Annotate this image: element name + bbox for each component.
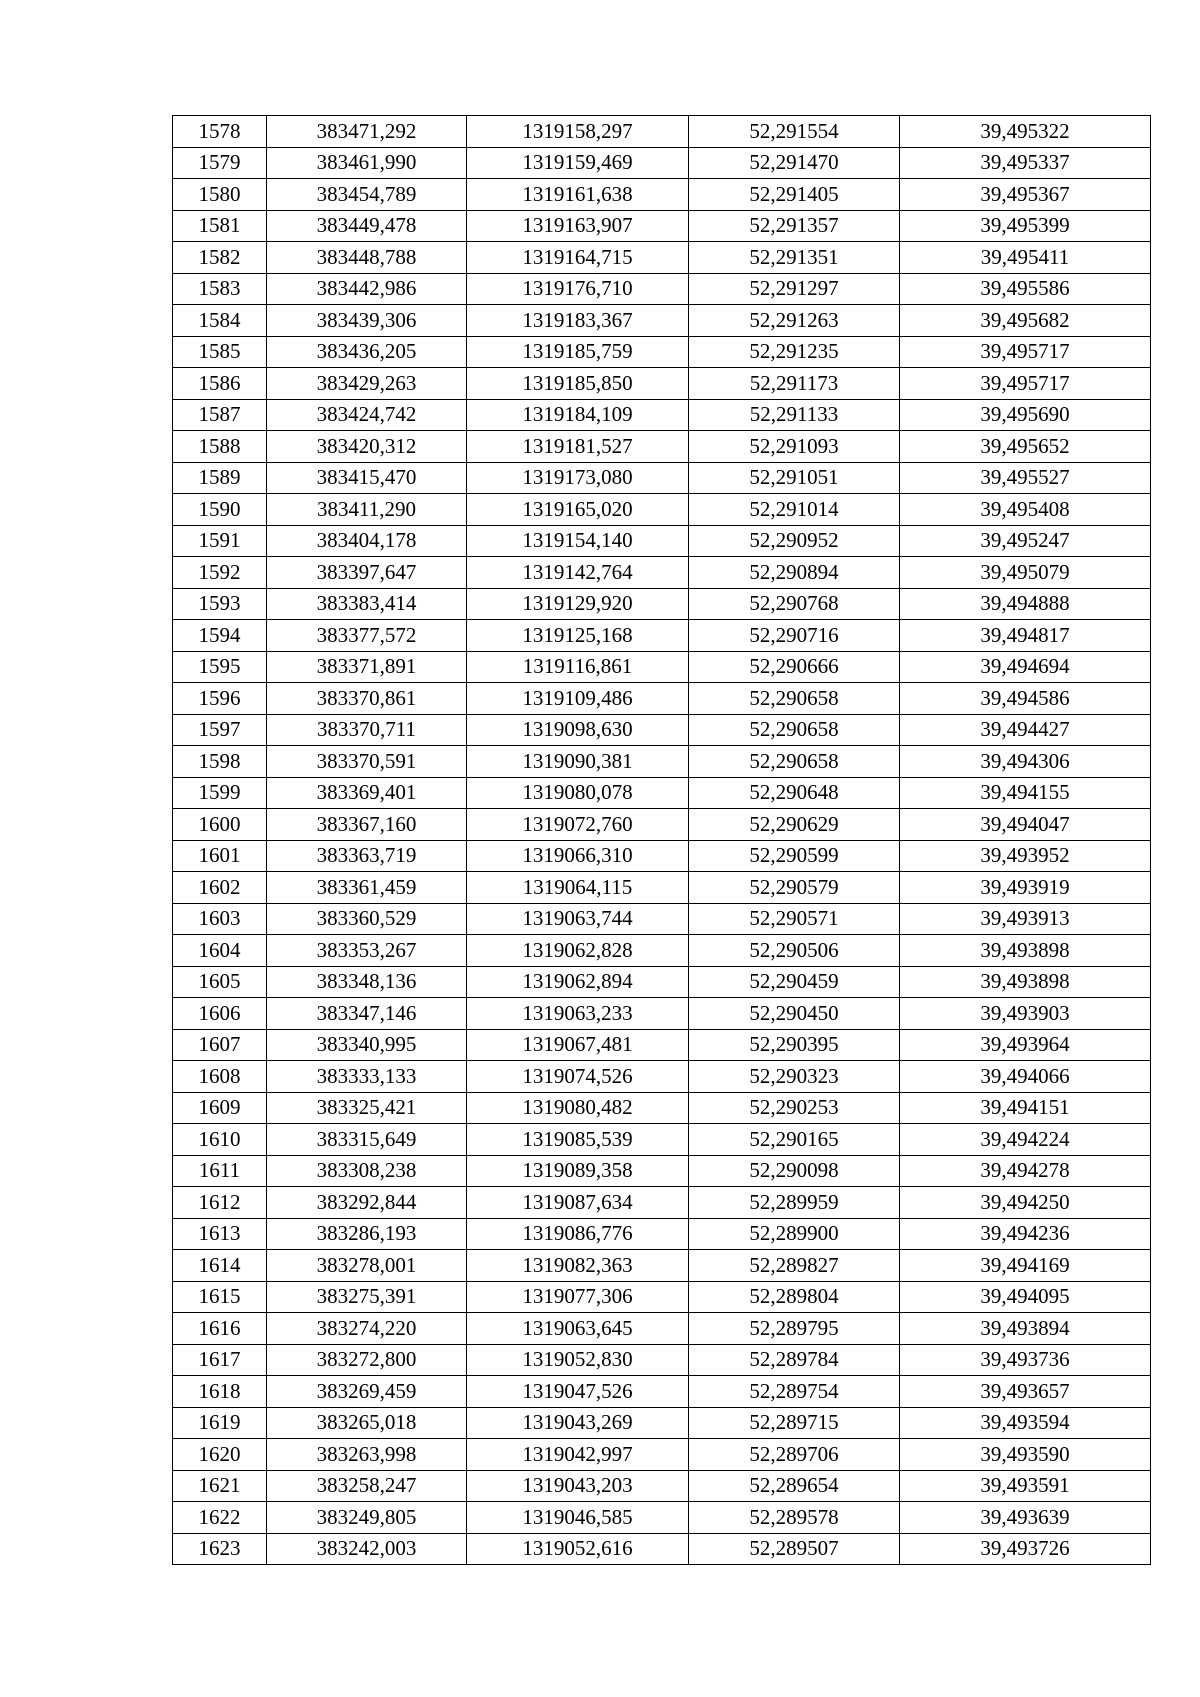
x-coordinate-cell: 383360,529 [267, 903, 467, 935]
longitude-cell: 39,495322 [900, 116, 1151, 148]
x-coordinate-cell: 383258,247 [267, 1470, 467, 1502]
latitude-cell: 52,290395 [689, 1029, 900, 1061]
y-coordinate-cell: 1319098,630 [467, 714, 689, 746]
table-row [173, 1407, 1151, 1439]
longitude-cell: 39,494236 [900, 1218, 1151, 1250]
y-coordinate-cell: 1319047,526 [467, 1376, 689, 1408]
x-coordinate-cell: 383286,193 [267, 1218, 467, 1250]
point-number-cell: 1596 [173, 683, 267, 715]
y-coordinate-cell: 1319052,616 [467, 1533, 689, 1565]
point-number-cell: 1581 [173, 210, 267, 242]
latitude-cell: 52,290253 [689, 1092, 900, 1124]
longitude-cell: 39,494066 [900, 1061, 1151, 1093]
longitude-cell: 39,494586 [900, 683, 1151, 715]
point-number-cell: 1585 [173, 336, 267, 368]
point-number-cell: 1580 [173, 179, 267, 211]
table-row [173, 1439, 1151, 1471]
table-row [173, 147, 1151, 179]
y-coordinate-cell: 1319082,363 [467, 1250, 689, 1282]
table-row [173, 1376, 1151, 1408]
longitude-cell: 39,494047 [900, 809, 1151, 841]
x-coordinate-cell: 383278,001 [267, 1250, 467, 1282]
table-row [173, 1061, 1151, 1093]
x-coordinate-cell: 383448,788 [267, 242, 467, 274]
longitude-cell: 39,493903 [900, 998, 1151, 1030]
latitude-cell: 52,289827 [689, 1250, 900, 1282]
point-number-cell: 1598 [173, 746, 267, 778]
y-coordinate-cell: 1319080,078 [467, 777, 689, 809]
table-row [173, 368, 1151, 400]
table-row [173, 777, 1151, 809]
table-row [173, 935, 1151, 967]
point-number-cell: 1613 [173, 1218, 267, 1250]
longitude-cell: 39,495682 [900, 305, 1151, 337]
latitude-cell: 52,291405 [689, 179, 900, 211]
y-coordinate-cell: 1319176,710 [467, 273, 689, 305]
x-coordinate-cell: 383449,478 [267, 210, 467, 242]
x-coordinate-cell: 383370,711 [267, 714, 467, 746]
point-number-cell: 1583 [173, 273, 267, 305]
longitude-cell: 39,493952 [900, 840, 1151, 872]
table-row [173, 1250, 1151, 1282]
table-row [173, 872, 1151, 904]
table-row [173, 683, 1151, 715]
table-row [173, 336, 1151, 368]
latitude-cell: 52,291133 [689, 399, 900, 431]
y-coordinate-cell: 1319181,527 [467, 431, 689, 463]
latitude-cell: 52,290894 [689, 557, 900, 589]
latitude-cell: 52,290599 [689, 840, 900, 872]
latitude-cell: 52,289784 [689, 1344, 900, 1376]
table-row [173, 1281, 1151, 1313]
y-coordinate-cell: 1319090,381 [467, 746, 689, 778]
x-coordinate-cell: 383370,861 [267, 683, 467, 715]
longitude-cell: 39,494095 [900, 1281, 1151, 1313]
table-row [173, 966, 1151, 998]
table-row [173, 1533, 1151, 1565]
table-row [173, 998, 1151, 1030]
longitude-cell: 39,495079 [900, 557, 1151, 589]
point-number-cell: 1602 [173, 872, 267, 904]
x-coordinate-cell: 383275,391 [267, 1281, 467, 1313]
y-coordinate-cell: 1319080,482 [467, 1092, 689, 1124]
latitude-cell: 52,290716 [689, 620, 900, 652]
y-coordinate-cell: 1319158,297 [467, 116, 689, 148]
y-coordinate-cell: 1319066,310 [467, 840, 689, 872]
point-number-cell: 1587 [173, 399, 267, 431]
latitude-cell: 52,291351 [689, 242, 900, 274]
y-coordinate-cell: 1319142,764 [467, 557, 689, 589]
x-coordinate-cell: 383315,649 [267, 1124, 467, 1156]
latitude-cell: 52,290506 [689, 935, 900, 967]
latitude-cell: 52,291014 [689, 494, 900, 526]
point-number-cell: 1609 [173, 1092, 267, 1124]
y-coordinate-cell: 1319062,828 [467, 935, 689, 967]
table-row [173, 1313, 1151, 1345]
point-number-cell: 1612 [173, 1187, 267, 1219]
x-coordinate-cell: 383397,647 [267, 557, 467, 589]
point-number-cell: 1579 [173, 147, 267, 179]
longitude-cell: 39,494155 [900, 777, 1151, 809]
point-number-cell: 1588 [173, 431, 267, 463]
table-row [173, 1218, 1151, 1250]
longitude-cell: 39,493894 [900, 1313, 1151, 1345]
point-number-cell: 1590 [173, 494, 267, 526]
x-coordinate-cell: 383265,018 [267, 1407, 467, 1439]
longitude-cell: 39,495717 [900, 336, 1151, 368]
x-coordinate-cell: 383272,800 [267, 1344, 467, 1376]
latitude-cell: 52,290323 [689, 1061, 900, 1093]
point-number-cell: 1584 [173, 305, 267, 337]
y-coordinate-cell: 1319062,894 [467, 966, 689, 998]
table-row [173, 809, 1151, 841]
latitude-cell: 52,289900 [689, 1218, 900, 1250]
point-number-cell: 1593 [173, 588, 267, 620]
table-row [173, 494, 1151, 526]
y-coordinate-cell: 1319046,585 [467, 1502, 689, 1534]
x-coordinate-cell: 383242,003 [267, 1533, 467, 1565]
x-coordinate-cell: 383263,998 [267, 1439, 467, 1471]
point-number-cell: 1595 [173, 651, 267, 683]
latitude-cell: 52,290768 [689, 588, 900, 620]
latitude-cell: 52,291554 [689, 116, 900, 148]
table-row [173, 557, 1151, 589]
table-row [173, 305, 1151, 337]
y-coordinate-cell: 1319067,481 [467, 1029, 689, 1061]
point-number-cell: 1621 [173, 1470, 267, 1502]
longitude-cell: 39,493898 [900, 966, 1151, 998]
x-coordinate-cell: 383274,220 [267, 1313, 467, 1345]
latitude-cell: 52,291173 [689, 368, 900, 400]
latitude-cell: 52,289959 [689, 1187, 900, 1219]
table-row [173, 714, 1151, 746]
longitude-cell: 39,494306 [900, 746, 1151, 778]
point-number-cell: 1604 [173, 935, 267, 967]
latitude-cell: 52,290658 [689, 714, 900, 746]
y-coordinate-cell: 1319063,645 [467, 1313, 689, 1345]
point-number-cell: 1603 [173, 903, 267, 935]
table-row [173, 399, 1151, 431]
latitude-cell: 52,290658 [689, 746, 900, 778]
table-row [173, 1124, 1151, 1156]
table-row [173, 1502, 1151, 1534]
longitude-cell: 39,495717 [900, 368, 1151, 400]
x-coordinate-cell: 383371,891 [267, 651, 467, 683]
latitude-cell: 52,290658 [689, 683, 900, 715]
point-number-cell: 1578 [173, 116, 267, 148]
longitude-cell: 39,493919 [900, 872, 1151, 904]
y-coordinate-cell: 1319072,760 [467, 809, 689, 841]
y-coordinate-cell: 1319154,140 [467, 525, 689, 557]
y-coordinate-cell: 1319063,744 [467, 903, 689, 935]
latitude-cell: 52,290571 [689, 903, 900, 935]
x-coordinate-cell: 383370,591 [267, 746, 467, 778]
point-number-cell: 1594 [173, 620, 267, 652]
x-coordinate-cell: 383347,146 [267, 998, 467, 1030]
x-coordinate-cell: 383363,719 [267, 840, 467, 872]
table-row [173, 242, 1151, 274]
y-coordinate-cell: 1319185,759 [467, 336, 689, 368]
latitude-cell: 52,290450 [689, 998, 900, 1030]
longitude-cell: 39,495247 [900, 525, 1151, 557]
y-coordinate-cell: 1319089,358 [467, 1155, 689, 1187]
longitude-cell: 39,493591 [900, 1470, 1151, 1502]
x-coordinate-cell: 383436,205 [267, 336, 467, 368]
longitude-cell: 39,494224 [900, 1124, 1151, 1156]
y-coordinate-cell: 1319185,850 [467, 368, 689, 400]
table-row [173, 431, 1151, 463]
point-number-cell: 1622 [173, 1502, 267, 1534]
latitude-cell: 52,290579 [689, 872, 900, 904]
longitude-cell: 39,494250 [900, 1187, 1151, 1219]
longitude-cell: 39,495411 [900, 242, 1151, 274]
table-row [173, 525, 1151, 557]
x-coordinate-cell: 383367,160 [267, 809, 467, 841]
point-number-cell: 1599 [173, 777, 267, 809]
y-coordinate-cell: 1319087,634 [467, 1187, 689, 1219]
latitude-cell: 52,290629 [689, 809, 900, 841]
point-number-cell: 1615 [173, 1281, 267, 1313]
x-coordinate-cell: 383361,459 [267, 872, 467, 904]
y-coordinate-cell: 1319074,526 [467, 1061, 689, 1093]
longitude-cell: 39,493639 [900, 1502, 1151, 1534]
longitude-cell: 39,494151 [900, 1092, 1151, 1124]
y-coordinate-cell: 1319042,997 [467, 1439, 689, 1471]
latitude-cell: 52,289754 [689, 1376, 900, 1408]
longitude-cell: 39,494427 [900, 714, 1151, 746]
point-number-cell: 1616 [173, 1313, 267, 1345]
table-row [173, 179, 1151, 211]
latitude-cell: 52,290459 [689, 966, 900, 998]
point-number-cell: 1610 [173, 1124, 267, 1156]
point-number-cell: 1586 [173, 368, 267, 400]
point-number-cell: 1614 [173, 1250, 267, 1282]
point-number-cell: 1605 [173, 966, 267, 998]
longitude-cell: 39,495527 [900, 462, 1151, 494]
x-coordinate-cell: 383377,572 [267, 620, 467, 652]
latitude-cell: 52,291297 [689, 273, 900, 305]
x-coordinate-cell: 383461,990 [267, 147, 467, 179]
point-number-cell: 1591 [173, 525, 267, 557]
longitude-cell: 39,494169 [900, 1250, 1151, 1282]
x-coordinate-cell: 383353,267 [267, 935, 467, 967]
x-coordinate-cell: 383439,306 [267, 305, 467, 337]
latitude-cell: 52,290666 [689, 651, 900, 683]
y-coordinate-cell: 1319064,115 [467, 872, 689, 904]
table-row [173, 903, 1151, 935]
longitude-cell: 39,495690 [900, 399, 1151, 431]
latitude-cell: 52,290165 [689, 1124, 900, 1156]
table-row [173, 651, 1151, 683]
x-coordinate-cell: 383429,263 [267, 368, 467, 400]
table-row [173, 1187, 1151, 1219]
table-row [173, 462, 1151, 494]
x-coordinate-cell: 383471,292 [267, 116, 467, 148]
longitude-cell: 39,495367 [900, 179, 1151, 211]
longitude-cell: 39,493736 [900, 1344, 1151, 1376]
longitude-cell: 39,493898 [900, 935, 1151, 967]
point-number-cell: 1606 [173, 998, 267, 1030]
x-coordinate-cell: 383383,414 [267, 588, 467, 620]
x-coordinate-cell: 383404,178 [267, 525, 467, 557]
coordinates-table [172, 115, 1151, 1565]
y-coordinate-cell: 1319159,469 [467, 147, 689, 179]
y-coordinate-cell: 1319161,638 [467, 179, 689, 211]
latitude-cell: 52,289715 [689, 1407, 900, 1439]
y-coordinate-cell: 1319043,269 [467, 1407, 689, 1439]
table-row [173, 840, 1151, 872]
point-number-cell: 1619 [173, 1407, 267, 1439]
table-row [173, 210, 1151, 242]
longitude-cell: 39,493964 [900, 1029, 1151, 1061]
longitude-cell: 39,495652 [900, 431, 1151, 463]
y-coordinate-cell: 1319085,539 [467, 1124, 689, 1156]
latitude-cell: 52,290098 [689, 1155, 900, 1187]
latitude-cell: 52,291263 [689, 305, 900, 337]
table-row [173, 620, 1151, 652]
latitude-cell: 52,291051 [689, 462, 900, 494]
latitude-cell: 52,289706 [689, 1439, 900, 1471]
latitude-cell: 52,290952 [689, 525, 900, 557]
coordinates-table-body [173, 116, 1151, 1565]
y-coordinate-cell: 1319129,920 [467, 588, 689, 620]
y-coordinate-cell: 1319165,020 [467, 494, 689, 526]
point-number-cell: 1600 [173, 809, 267, 841]
x-coordinate-cell: 383333,133 [267, 1061, 467, 1093]
latitude-cell: 52,290648 [689, 777, 900, 809]
point-number-cell: 1601 [173, 840, 267, 872]
x-coordinate-cell: 383325,421 [267, 1092, 467, 1124]
longitude-cell: 39,495586 [900, 273, 1151, 305]
y-coordinate-cell: 1319116,861 [467, 651, 689, 683]
y-coordinate-cell: 1319077,306 [467, 1281, 689, 1313]
latitude-cell: 52,289654 [689, 1470, 900, 1502]
point-number-cell: 1589 [173, 462, 267, 494]
x-coordinate-cell: 383424,742 [267, 399, 467, 431]
table-row [173, 588, 1151, 620]
x-coordinate-cell: 383340,995 [267, 1029, 467, 1061]
latitude-cell: 52,289804 [689, 1281, 900, 1313]
longitude-cell: 39,493594 [900, 1407, 1151, 1439]
y-coordinate-cell: 1319052,830 [467, 1344, 689, 1376]
x-coordinate-cell: 383348,136 [267, 966, 467, 998]
longitude-cell: 39,493726 [900, 1533, 1151, 1565]
point-number-cell: 1582 [173, 242, 267, 274]
x-coordinate-cell: 383411,290 [267, 494, 467, 526]
table-row [173, 273, 1151, 305]
longitude-cell: 39,493590 [900, 1439, 1151, 1471]
point-number-cell: 1608 [173, 1061, 267, 1093]
y-coordinate-cell: 1319086,776 [467, 1218, 689, 1250]
table-row [173, 746, 1151, 778]
y-coordinate-cell: 1319043,203 [467, 1470, 689, 1502]
table-row [173, 1470, 1151, 1502]
latitude-cell: 52,291093 [689, 431, 900, 463]
latitude-cell: 52,291470 [689, 147, 900, 179]
longitude-cell: 39,495408 [900, 494, 1151, 526]
latitude-cell: 52,291357 [689, 210, 900, 242]
x-coordinate-cell: 383308,238 [267, 1155, 467, 1187]
y-coordinate-cell: 1319184,109 [467, 399, 689, 431]
table-row [173, 1155, 1151, 1187]
x-coordinate-cell: 383369,401 [267, 777, 467, 809]
latitude-cell: 52,291235 [689, 336, 900, 368]
longitude-cell: 39,494694 [900, 651, 1151, 683]
longitude-cell: 39,494817 [900, 620, 1151, 652]
longitude-cell: 39,495337 [900, 147, 1151, 179]
latitude-cell: 52,289795 [689, 1313, 900, 1345]
point-number-cell: 1617 [173, 1344, 267, 1376]
x-coordinate-cell: 383269,459 [267, 1376, 467, 1408]
x-coordinate-cell: 383420,312 [267, 431, 467, 463]
point-number-cell: 1597 [173, 714, 267, 746]
x-coordinate-cell: 383415,470 [267, 462, 467, 494]
longitude-cell: 39,493913 [900, 903, 1151, 935]
x-coordinate-cell: 383454,789 [267, 179, 467, 211]
y-coordinate-cell: 1319063,233 [467, 998, 689, 1030]
table-row [173, 1344, 1151, 1376]
y-coordinate-cell: 1319183,367 [467, 305, 689, 337]
point-number-cell: 1607 [173, 1029, 267, 1061]
y-coordinate-cell: 1319163,907 [467, 210, 689, 242]
y-coordinate-cell: 1319125,168 [467, 620, 689, 652]
y-coordinate-cell: 1319109,486 [467, 683, 689, 715]
point-number-cell: 1611 [173, 1155, 267, 1187]
point-number-cell: 1620 [173, 1439, 267, 1471]
longitude-cell: 39,494888 [900, 588, 1151, 620]
latitude-cell: 52,289507 [689, 1533, 900, 1565]
y-coordinate-cell: 1319164,715 [467, 242, 689, 274]
longitude-cell: 39,495399 [900, 210, 1151, 242]
longitude-cell: 39,494278 [900, 1155, 1151, 1187]
y-coordinate-cell: 1319173,080 [467, 462, 689, 494]
table-row [173, 1092, 1151, 1124]
table-row [173, 116, 1151, 148]
x-coordinate-cell: 383442,986 [267, 273, 467, 305]
longitude-cell: 39,493657 [900, 1376, 1151, 1408]
x-coordinate-cell: 383249,805 [267, 1502, 467, 1534]
point-number-cell: 1623 [173, 1533, 267, 1565]
x-coordinate-cell: 383292,844 [267, 1187, 467, 1219]
point-number-cell: 1592 [173, 557, 267, 589]
latitude-cell: 52,289578 [689, 1502, 900, 1534]
point-number-cell: 1618 [173, 1376, 267, 1408]
table-row [173, 1029, 1151, 1061]
